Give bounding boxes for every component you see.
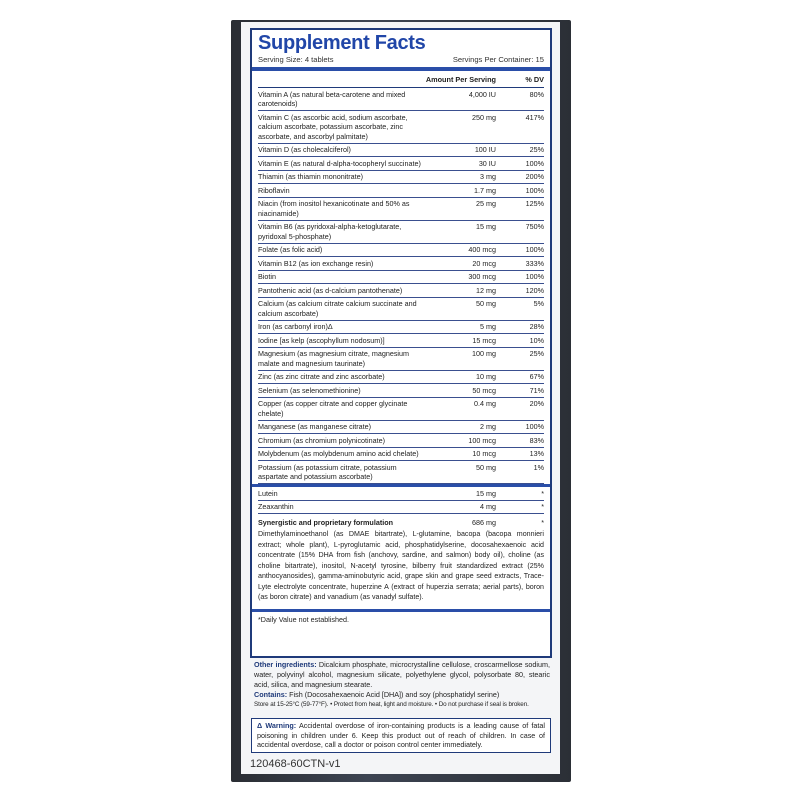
nutrient-dv: 71% xyxy=(529,385,544,395)
nutrient-amount: 100 mg xyxy=(472,349,496,358)
table-row xyxy=(258,144,544,158)
proprietary-text: Dimethylaminoethanol (as DMAE bitartrate), L-glutamine, bacopa (bacopa monnieri extract; whole plant), L-pyroglutamic acid, phosphatidylserine, docosahexaenoic acid concentrate (15% DHA from fish (anchovy, sardine, and salmon) body oil), choline (as choline bitartrate), inositol, N-acetyl tyrosine, bilberry fruit standardized extract (25% anthocyanosides), gamma-aminobutyric acid, grape skin and grape seed extracts, Trace-Lyte electrolyte concentrate, huperzine A (extract of huperzia serrata; aerial parts), boron (as boron citrate) and vanadium (as vanadyl sulfate). xyxy=(258,530,544,601)
nutrient-dv: 28% xyxy=(529,322,544,331)
nutrient-name: Selenium (as selenomethionine) xyxy=(258,385,361,395)
col-amount: Amount Per Serving xyxy=(425,75,496,84)
divider xyxy=(252,67,550,71)
table-row xyxy=(258,448,544,462)
nutrient-dv: 125% xyxy=(525,199,544,208)
table-row xyxy=(258,198,544,221)
nutrient-dv: 100% xyxy=(525,185,544,195)
nutrient-name: Calcium (as calcium citrate calcium succinate and calcium ascorbate) xyxy=(258,299,417,318)
table-row xyxy=(258,501,544,515)
nutrient-name: Potassium (as potassium citrate, potassium aspartate and potassium ascorbate) xyxy=(258,462,397,481)
nutrient-dv: 100% xyxy=(525,272,544,281)
nutrient-dv: 83% xyxy=(529,435,544,445)
nutrient-name: Vitamin D (as cholecalciferol) xyxy=(258,145,351,154)
nutrient-amount: 15 mg xyxy=(476,488,496,498)
nutrient-dv: * xyxy=(541,488,544,498)
nutrient-dv: 10% xyxy=(529,335,544,345)
nutrient-dv: 417% xyxy=(525,112,544,122)
nutrient-name: Vitamin A (as natural beta-carotene and mixed carotenoids) xyxy=(258,89,406,108)
nutrient-dv: 100% xyxy=(525,158,544,168)
panel-title: Supplement Facts xyxy=(258,32,426,54)
table-row xyxy=(258,298,544,321)
nutrient-name: Manganese (as manganese citrate) xyxy=(258,422,372,431)
nutrient-amount: 15 mcg xyxy=(472,335,496,345)
nutrient-amount: 4,000 IU xyxy=(468,89,496,99)
nutrient-amount: 10 mcg xyxy=(472,449,496,458)
nutrient-amount: 100 mcg xyxy=(468,435,496,445)
nutrient-name: Vitamin B6 (as pyridoxal-alpha-ketoglutarate, pyridoxal 5-phosphate) xyxy=(258,222,402,241)
nutrient-amount: 10 mg xyxy=(476,372,496,381)
table-row xyxy=(258,88,544,111)
nutrient-amount: 15 mg xyxy=(476,222,496,231)
serving-size: Serving Size: 4 tablets xyxy=(258,55,334,64)
nutrient-dv: 25% xyxy=(529,349,544,358)
nutrient-name: Niacin (from inositol hexanicotinate and 50% as niacinamide) xyxy=(258,199,410,218)
nutrient-amount: 4 mg xyxy=(480,502,496,511)
nutrient-amount: 3 mg xyxy=(480,172,496,181)
nutrient-name: Vitamin E (as natural d-alpha-tocopheryl succinate) xyxy=(258,158,421,168)
serving-info xyxy=(258,55,544,64)
nutrient-name: Zinc (as zinc citrate and zinc ascorbate) xyxy=(258,372,385,381)
table-row xyxy=(258,371,544,385)
nutrient-dv: 100% xyxy=(525,245,544,254)
product-code: 120468-60CTN-v1 xyxy=(250,758,341,770)
table-row xyxy=(258,171,544,185)
nutrient-dv: 5% xyxy=(533,299,544,308)
footnote: *Daily Value not established. xyxy=(252,609,550,627)
nutrient-amount: 50 mcg xyxy=(472,385,496,395)
nutrient-name: Magnesium (as magnesium citrate, magnesium malate and magnesium taurinate) xyxy=(258,349,409,368)
nutrient-name: Vitamin B12 (as ion exchange resin) xyxy=(258,258,374,268)
proprietary-header: Synergistic and proprietary formulation 686 mg * xyxy=(258,518,544,527)
nutrient-dv: 750% xyxy=(525,222,544,231)
storage-note: Store at 15-25°C (59-77°F). • Protect from heat, light and moisture. • Do not purchase if seal is broken. xyxy=(254,701,529,708)
nutrient-dv: 25% xyxy=(529,145,544,154)
table-row xyxy=(258,348,544,371)
other-ingredients: Other ingredients: Dicalcium phosphate, microcrystalline cellulose, croscarmellose sodium, water, polyvinyl alcohol, magnesium silicate, polyethylene glycol, polysorbate 80, stearic acid, silica, and magnesium stearate. Contains: Fish (Docosahexaenoic Acid [DHA]) and soy (phosphatidyl serine) Store at 15-25°C (59-77°F). • Protect from heat, light and moisture. • Do not purchase if seal is broken. xyxy=(254,660,550,708)
nutrient-dv: 13% xyxy=(529,449,544,458)
table-row xyxy=(258,334,544,348)
nutrient-amount: 50 mg xyxy=(476,299,496,308)
nutrient-name: Chromium (as chromium polynicotinate) xyxy=(258,435,386,445)
nutrient-name: Biotin xyxy=(258,272,276,281)
table-row xyxy=(258,321,544,335)
nutrient-dv: 333% xyxy=(525,258,544,268)
table-row xyxy=(258,284,544,298)
nutrient-name: Vitamin C (as ascorbic acid, sodium ascorbate, calcium ascorbate, potassium ascorbate, zinc ascorbate, and ascorbyl palmitate) xyxy=(258,112,408,141)
nutrient-amount: 1.7 mg xyxy=(474,185,496,195)
supplement-facts-panel xyxy=(250,28,552,658)
warning-box: Δ Warning: Accidental overdose of iron-containing products is a leading cause of fatal poisoning in children under 6. Keep this product out of reach of children. In case of accidental overdose, call a doctor or poison control center immediately. xyxy=(251,718,551,753)
nutrient-amount: 20 mcg xyxy=(472,258,496,268)
table-row xyxy=(258,384,544,398)
table-row xyxy=(258,111,544,144)
nutrient-amount: 50 mg xyxy=(476,462,496,472)
nutrient-amount: 30 IU xyxy=(478,158,496,168)
nutrient-amount: 25 mg xyxy=(476,199,496,208)
table-row xyxy=(258,184,544,198)
nutrient-name: Folate (as folic acid) xyxy=(258,245,323,254)
nutrient-amount: 400 mcg xyxy=(468,245,496,254)
nutrient-dv: 200% xyxy=(525,172,544,181)
other-nutrient-list xyxy=(258,487,544,514)
nutrient-amount: 100 IU xyxy=(474,145,496,154)
nutrient-name: Lutein xyxy=(258,488,278,498)
nutrient-dv: 1% xyxy=(533,462,544,472)
table-row xyxy=(258,398,544,421)
table-row xyxy=(258,461,544,484)
table-row xyxy=(258,421,544,435)
table-header xyxy=(258,73,544,88)
table-row xyxy=(258,244,544,258)
nutrient-list xyxy=(258,88,544,484)
nutrient-name: Iodine [as kelp (ascophyllum nodosum)] xyxy=(258,335,385,345)
table-row xyxy=(258,157,544,171)
table-row xyxy=(258,487,544,501)
table-row xyxy=(258,434,544,448)
nutrient-dv: 80% xyxy=(529,89,544,99)
nutrient-name: Iron (as carbonyl iron)Δ xyxy=(258,322,333,331)
nutrient-name: Pantothenic acid (as d-calcium pantothenate) xyxy=(258,285,403,295)
nutrient-amount: 300 mcg xyxy=(468,272,496,281)
nutrient-dv: 20% xyxy=(529,399,544,408)
nutrient-amount: 250 mg xyxy=(472,112,496,122)
nutrient-amount: 12 mg xyxy=(476,285,496,295)
nutrient-amount: 5 mg xyxy=(480,322,496,331)
nutrient-amount: 2 mg xyxy=(480,422,496,431)
nutrient-name: Zeaxanthin xyxy=(258,502,294,511)
col-dv: % DV xyxy=(525,75,544,84)
nutrient-dv: * xyxy=(541,502,544,511)
nutrient-name: Thiamin (as thiamin mononitrate) xyxy=(258,172,364,181)
nutrient-name: Riboflavin xyxy=(258,185,290,195)
table-row xyxy=(258,271,544,285)
nutrient-dv: 100% xyxy=(525,422,544,431)
nutrient-amount: 0.4 mg xyxy=(474,399,496,408)
table-row xyxy=(258,221,544,244)
table-row xyxy=(258,257,544,271)
nutrient-dv: 120% xyxy=(525,285,544,295)
nutrient-name: Copper (as copper citrate and copper glycinate chelate) xyxy=(258,399,408,418)
nutrient-dv: 67% xyxy=(529,372,544,381)
servings-per-container: Servings Per Container: 15 xyxy=(452,55,544,64)
nutrient-name: Molybdenum (as molybdenum amino acid chelate) xyxy=(258,449,419,458)
